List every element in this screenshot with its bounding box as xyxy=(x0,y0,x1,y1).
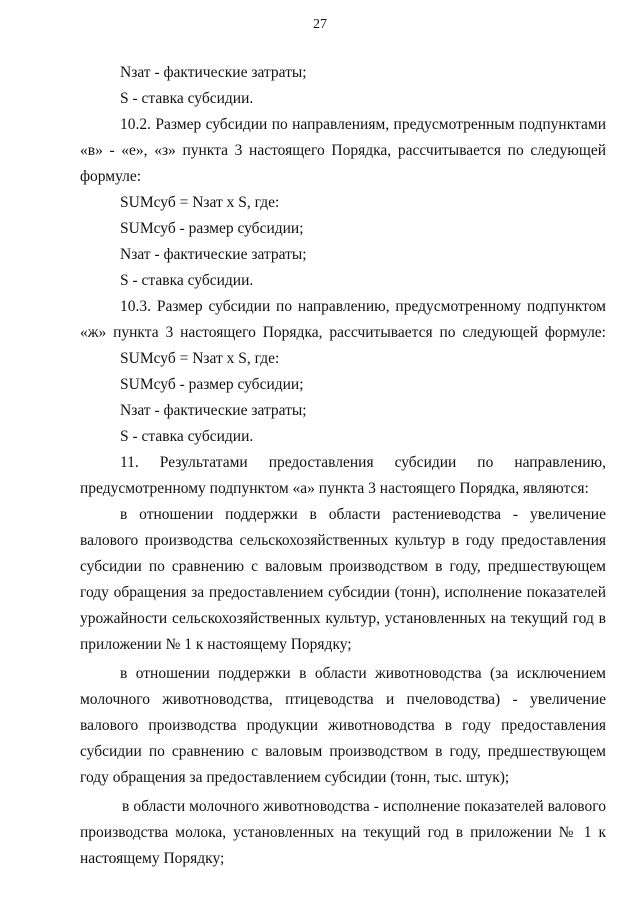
text-line: субсидии по сравнению с валовым производством в году, предшествующем xyxy=(80,743,606,760)
text-line: Nзат - фактические затраты; xyxy=(120,246,307,263)
text-line: «в» - «е», «з» пункта 3 настоящего Порядка, рассчитывается по следующей xyxy=(80,142,606,159)
text-line: «ж» пункта 3 настоящего Порядка, рассчитывается по следующей формуле: xyxy=(80,324,606,341)
text-line: производства молока, установленных на текущий год в приложении № 1 к xyxy=(80,824,606,841)
text-line: SUMсуб = Nзат x S, где: xyxy=(120,350,280,367)
text-line: SUMсуб - размер субсидии; xyxy=(120,220,304,237)
text-line: году обращения за предоставлением субсидии (тонн, тыс. штук); xyxy=(80,769,510,786)
text-line: в отношении поддержки в области растениеводства - увеличение xyxy=(120,506,606,523)
text-line: валового производства сельскохозяйственных культур в году предоставления xyxy=(80,532,606,549)
text-line: Nзат - фактические затраты; xyxy=(120,64,307,81)
text-line: предусмотренному подпунктом «а» пункта 3 настоящего Порядка, являются: xyxy=(80,480,589,497)
text-line: 11. Результатами предоставления субсидии по направлению, xyxy=(120,454,606,471)
text-line: урожайности сельскохозяйственных культур, установленных на текущий год в xyxy=(80,610,606,627)
text-line: формуле: xyxy=(80,168,142,185)
text-line: субсидии по сравнению с валовым производством в году, предшествующем xyxy=(80,558,606,575)
text-line: SUMсуб - размер субсидии; xyxy=(120,376,304,393)
text-line: S - ставка субсидии. xyxy=(120,272,254,289)
page-number: 27 xyxy=(313,17,327,32)
text-line: в отношении поддержки в области животноводства (за исключением xyxy=(120,665,606,682)
text-line: в области молочного животноводства - исполнение показателей валового xyxy=(122,798,606,815)
text-line: 10.3. Размер субсидии по направлению, предусмотренному подпунктом xyxy=(120,298,606,315)
text-line: году обращения за предоставлением субсидии (тонн), исполнение показателей xyxy=(80,584,606,601)
text-line: 10.2. Размер субсидии по направлениям, предусмотренным подпунктами xyxy=(120,116,606,133)
text-line: настоящему Порядку; xyxy=(80,850,225,867)
document-body xyxy=(80,60,606,872)
text-line: Nзат - фактические затраты; xyxy=(120,402,307,419)
text-line: молочного животноводства, птицеводства и пчеловодства) - увеличение xyxy=(80,691,606,708)
text-line: S - ставка субсидии. xyxy=(120,428,254,445)
text-line: SUMсуб = Nзат x S, где: xyxy=(120,194,280,211)
text-line: S - ставка субсидии. xyxy=(120,90,254,107)
text-line: приложении № 1 к настоящему Порядку; xyxy=(80,636,352,653)
text-line: валового производства продукции животноводства в году предоставления xyxy=(80,717,606,734)
